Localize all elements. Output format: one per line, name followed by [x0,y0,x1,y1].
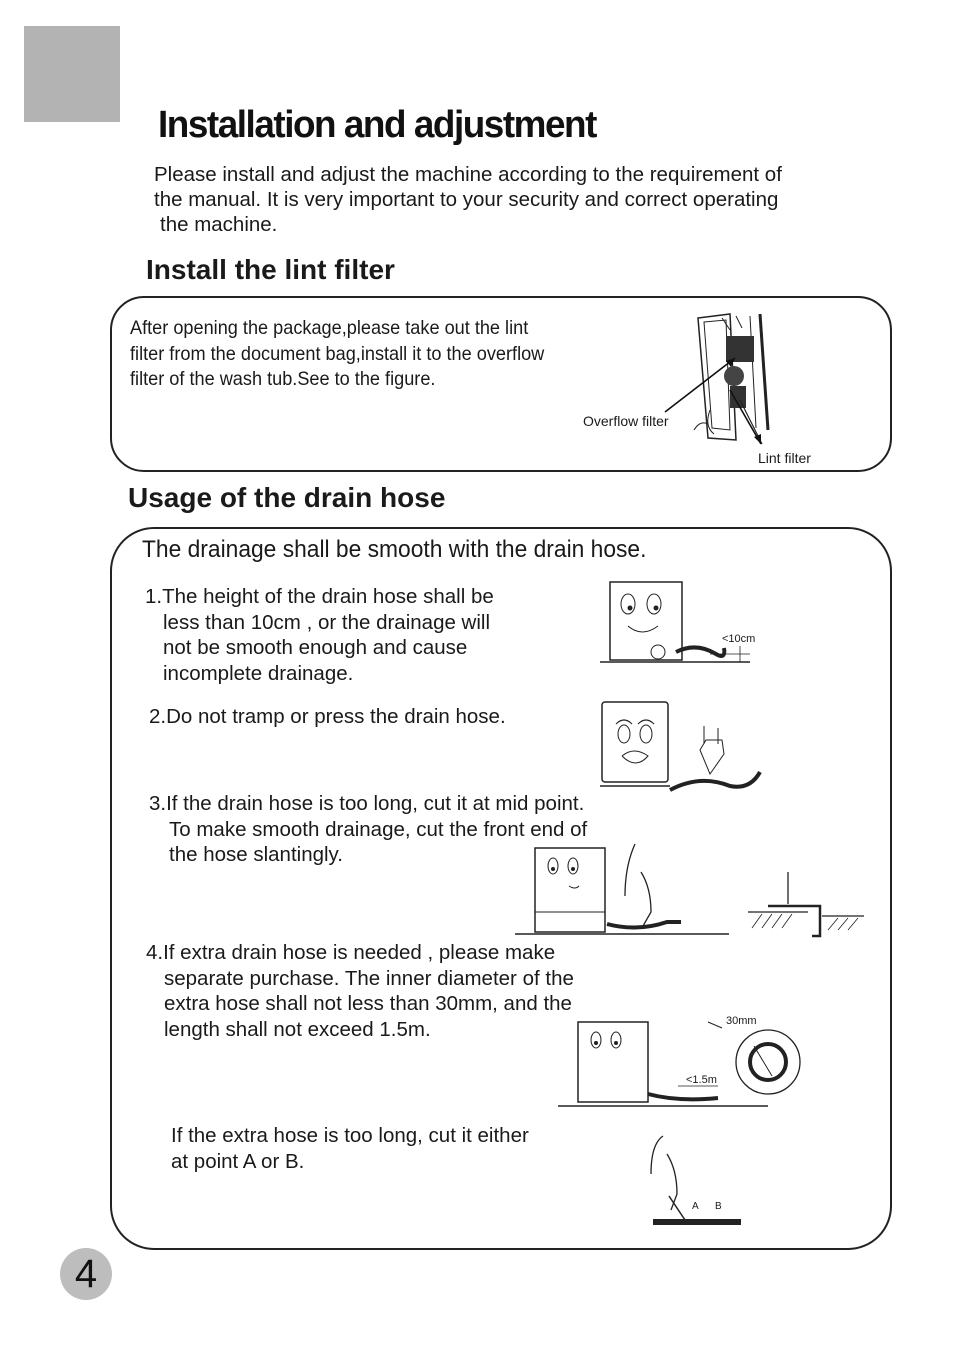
drain-item-5 [171,1123,631,1174]
intro-line: the manual. It is very important to your security and correct operating [154,188,779,211]
page-number: 4 [74,1252,98,1296]
item-line: 4.If extra drain hose is needed , please make [146,941,556,964]
intro-line: Please install and adjust the machine according to the requirement of [154,163,782,186]
diameter-label: 30mm [726,1015,757,1027]
hose-height-figure [600,580,760,670]
lint-instructions [130,316,595,393]
item-line: extra hose shall not less than 30mm, and the [164,992,572,1015]
intro-paragraph [154,162,894,237]
lint-text-line: filter from the document bag,install it to the overflow [130,342,545,365]
lint-arrows [665,350,765,450]
item-line: incomplete drainage. [163,661,354,685]
item-line: less than 10cm , or the drainage will [163,610,491,634]
drain-intro-text: The drainage shall be smooth with the drain hose. [142,536,647,563]
extra-hose-figure [558,1018,808,1110]
item-line: 1.The height of the drain hose shall be [145,585,494,608]
slanted-cut-figure [748,868,868,940]
point-a-label: A [692,1201,699,1212]
intro-line: the machine. [160,213,278,236]
height-label: <10cm [722,633,756,645]
item-line: 3.If the drain hose is too long, cut it at mid point. [149,792,585,815]
tramp-hose-figure [600,700,770,800]
lint-text-line: After opening the package,please take out the lint [130,317,529,339]
drain-item-2: 2.Do not tramp or press the drain hose. [149,705,506,728]
length-label: <1.5m [686,1074,717,1086]
lint-filter-label: Lint filter [758,450,811,466]
item-line: at point A or B. [171,1149,305,1173]
drain-item-1 [145,584,585,686]
item-line: separate purchase. The inner diameter of the [164,966,574,990]
page-title: Installation and adjustment [158,104,596,146]
cut-hose-figure [515,842,735,938]
corner-tab-block [24,26,120,122]
item-line: not be smooth enough and cause [163,636,468,659]
lint-text-line: filter of the wash tub.See to the figure. [130,368,436,390]
item-line: If the extra hose is too long, cut it either [171,1124,529,1147]
cut-point-figure [645,1134,755,1230]
lint-section-heading: Install the lint filter [146,254,395,285]
item-line: the hose slantingly. [169,843,343,866]
drain-section-heading: Usage of the drain hose [128,482,446,513]
point-b-label: B [715,1201,722,1212]
item-line: length shall not exceed 1.5m. [164,1017,431,1041]
overflow-filter-label: Overflow filter [583,413,669,429]
item-line: To make smooth drainage, cut the front end of [169,817,588,841]
